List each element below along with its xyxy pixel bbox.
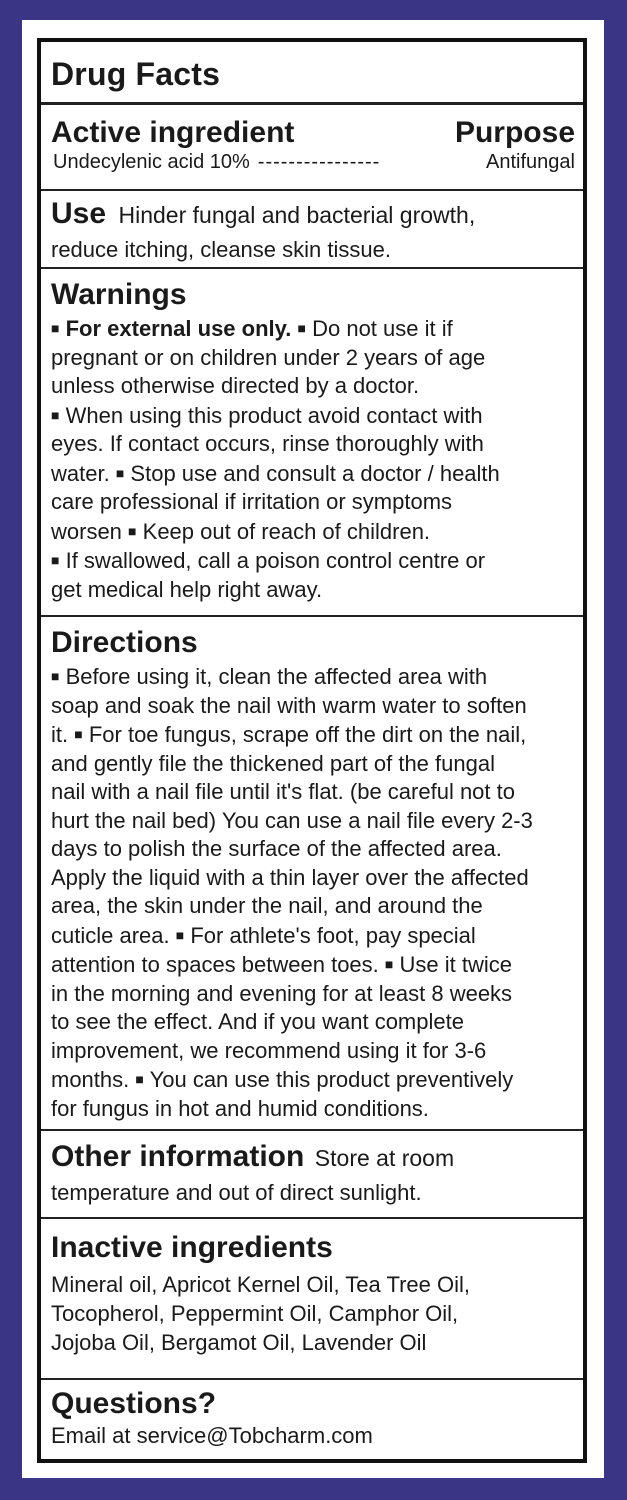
active-ingredient-purpose: Antifungal (486, 151, 575, 173)
other-information-heading: Other information (51, 1140, 305, 1173)
directions-line: days to polish the surface of the affected area. (51, 836, 502, 861)
directions-line: Before using it, clean the affected area with (65, 664, 488, 689)
directions-heading: Directions (51, 626, 198, 659)
bullet-icon: ■ (384, 956, 394, 972)
directions-line: and gently file the thickened part of the fungal (51, 750, 495, 776)
warnings-line: worsen (51, 518, 122, 544)
other-information-text-line2: temperature and out of direct sunlight. (51, 1180, 422, 1205)
inactive-ingredients-line: Jojoba Oil, Bergamot Oil, Lavender Oil (51, 1330, 427, 1355)
bullet-icon: ■ (74, 726, 83, 742)
divider (41, 267, 583, 269)
warnings-bold-lead: For external use only. (65, 316, 292, 341)
bullet-icon: ■ (51, 668, 60, 684)
warnings-body (51, 314, 575, 604)
warnings-line: pregnant or on children under 2 years of age (51, 344, 486, 370)
directions-line: in the morning and evening for at least 8 weeks (51, 980, 513, 1006)
bullet-icon: ■ (175, 926, 185, 943)
questions-section (41, 1386, 583, 1450)
divider (41, 102, 583, 105)
directions-section (41, 624, 583, 1123)
inactive-ingredients-section (41, 1226, 583, 1357)
bullet-icon: ■ (115, 464, 125, 481)
use-text-line2: reduce itching, cleanse skin tissue. (51, 237, 391, 262)
use-text-line1: Hinder fungal and bacterial growth, (118, 202, 476, 228)
warnings-line: unless otherwise directed by a doctor. (51, 373, 420, 398)
questions-email: Email at service@Tobcharm.com (51, 1423, 373, 1448)
bullet-icon: ■ (135, 1071, 144, 1087)
bullet-icon: ■ (51, 406, 60, 423)
directions-line: cuticle area. (51, 922, 170, 948)
drug-facts-panel (37, 38, 587, 1463)
inactive-ingredients-line: Tocopherol, Peppermint Oil, Camphor Oil, (51, 1301, 459, 1326)
warnings-line: If swallowed, call a poison control centre or (65, 548, 486, 573)
bullet-icon: ■ (51, 320, 60, 336)
inactive-ingredients-line: Mineral oil, Apricot Kernel Oil, Tea Tree Oil, (51, 1272, 470, 1297)
warnings-line: water. (51, 460, 110, 486)
directions-body (51, 662, 575, 1123)
directions-line: area, the skin under the nail, and around the (51, 893, 483, 918)
leader-dashes: ---------------- (257, 151, 381, 173)
directions-line: You can use this product preventively (149, 1067, 514, 1092)
directions-line: hurt the nail bed) You can use a nail file every 2-3 (51, 807, 533, 833)
other-information-text: Store at room (314, 1145, 455, 1171)
other-information-section (41, 1139, 583, 1206)
active-ingredient-name: Undecylenic acid 10% (53, 151, 250, 173)
divider (41, 189, 583, 191)
warnings-line: When using this product avoid contact with (65, 402, 483, 428)
active-ingredient-section (41, 116, 583, 174)
directions-line: for fungus in hot and humid conditions. (51, 1095, 429, 1121)
active-ingredient-heading: Active ingredient (51, 116, 295, 149)
purpose-heading: Purpose (454, 116, 575, 149)
warnings-line: Stop use and consult a doctor / health (130, 460, 500, 486)
bullet-icon: ■ (128, 522, 137, 539)
divider (41, 1217, 583, 1219)
directions-line: nail with a nail file until it's flat. (be careful not to (51, 779, 515, 804)
directions-line: Apply the liquid with a thin layer over the affected (51, 864, 529, 890)
questions-heading: Questions? (51, 1387, 217, 1420)
directions-line: months. (51, 1067, 130, 1092)
warnings-line: get medical help right away. (51, 576, 323, 602)
use-heading: Use (51, 197, 107, 230)
use-section (41, 197, 583, 263)
warnings-line: eyes. If contact occurs, rinse thoroughly with (51, 431, 484, 456)
divider (41, 1378, 583, 1380)
directions-line: soap and soak the nail with warm water to soften (51, 692, 527, 718)
directions-line: it. (51, 722, 69, 747)
page-title: Drug Facts (51, 56, 221, 92)
divider (41, 1129, 583, 1131)
inactive-ingredients-list (51, 1270, 575, 1357)
directions-line: Use it twice (399, 952, 512, 977)
bullet-icon: ■ (51, 552, 60, 568)
divider (41, 615, 583, 617)
directions-line: For athlete's foot, pay special (190, 922, 476, 948)
warnings-line: care professional if irritation or symptoms (51, 489, 453, 514)
warnings-line: Keep out of reach of children. (142, 518, 431, 544)
directions-line: improvement, we recommend using it for 3-6 (51, 1037, 487, 1063)
directions-line: to see the effect. And if you want complete (51, 1009, 464, 1034)
bullet-icon: ■ (297, 320, 306, 336)
warnings-heading: Warnings (51, 278, 187, 311)
directions-line: For toe fungus, scrape off the dirt on the nail, (88, 722, 527, 747)
warnings-section (41, 276, 583, 604)
warnings-line: Do not use it if (312, 316, 453, 341)
title-section (41, 56, 583, 93)
directions-line: attention to spaces between toes. (51, 952, 379, 977)
inactive-ingredients-heading: Inactive ingredients (51, 1231, 333, 1264)
